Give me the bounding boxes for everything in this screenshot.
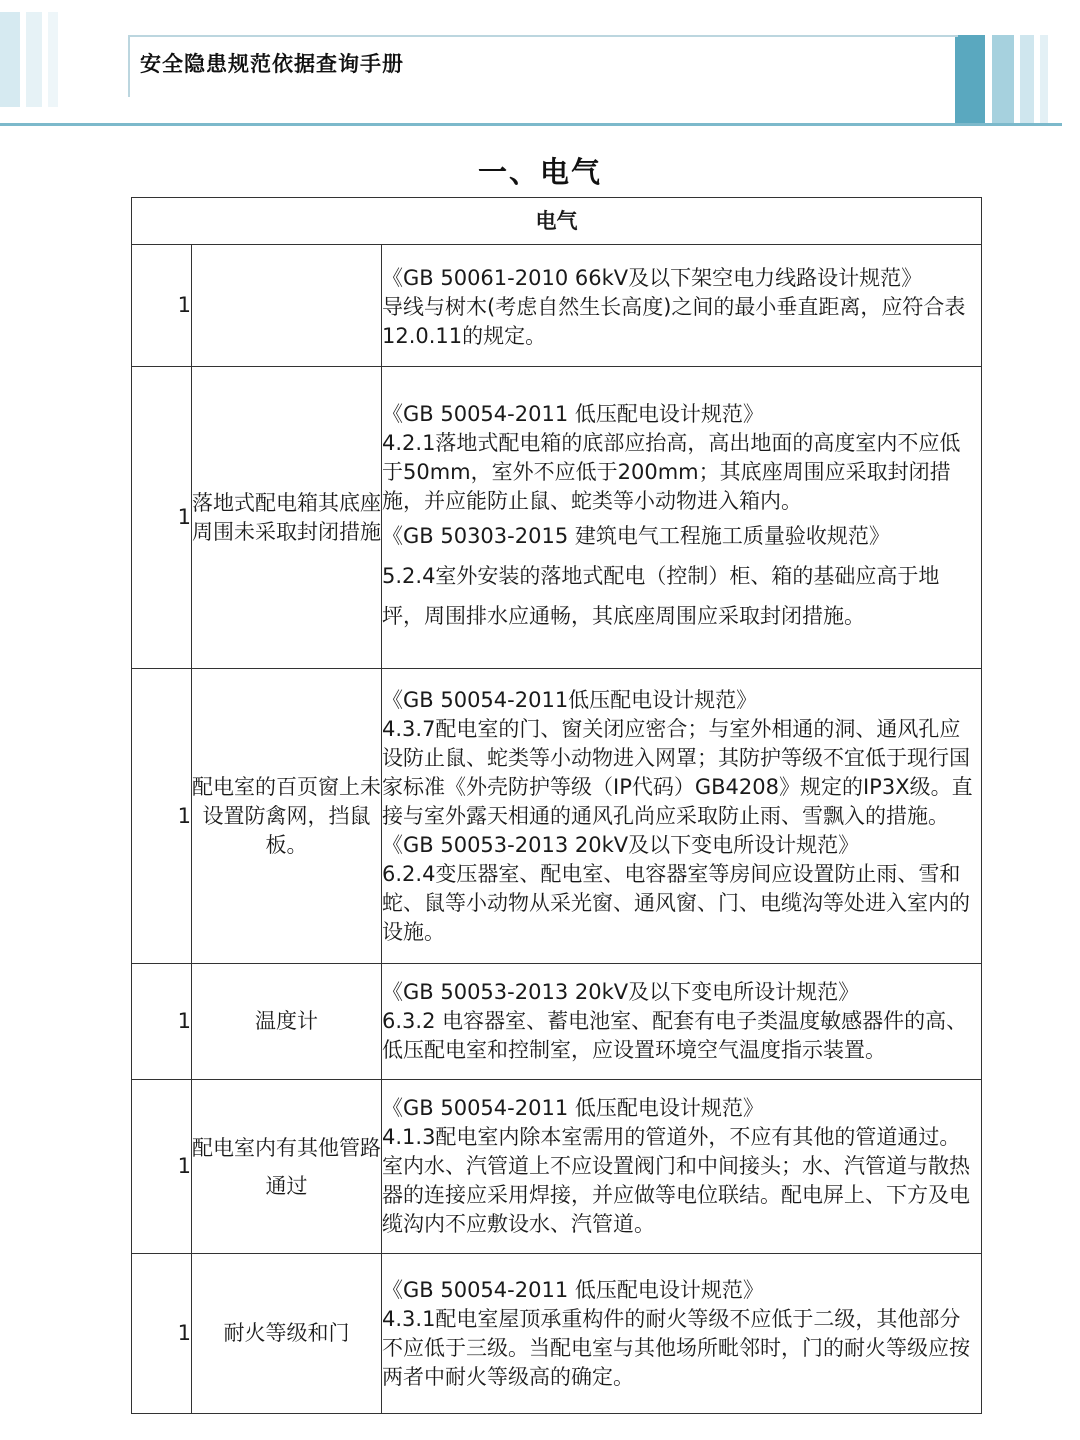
header-stripe-decoration: [0, 12, 20, 107]
regulation-clause: 4.3.7配电室的门、窗关闭应密合；与室外相通的洞、通风孔应设防止鼠、蛇类等小动物进入网罩；其防护等级不宜低于现行国家标准《外壳防护等级（IP代码）GB4208》规定的IP3X级。直接与室外露天相通的通风孔尚应采取防止雨、雪飘入的措施。: [382, 716, 973, 828]
hazard-item: 配电室内有其他管路通过: [192, 1080, 382, 1254]
table-row: [132, 964, 982, 1080]
row-number: 1: [132, 367, 192, 669]
header-stripe-decoration: [1020, 35, 1034, 123]
row-number: 1: [132, 245, 192, 367]
hazard-item: 配电室的百页窗上未设置防禽网，挡鼠板。: [192, 669, 382, 964]
table-section-row: [132, 198, 982, 245]
row-number: 1: [132, 669, 192, 964]
regulation-clause: 6.2.4变压器室、配电室、电容器室等房间应设置防止雨、雪和蛇、鼠等小动物从采光窗、通风窗、门、电缆沟等处进入室内的设施。: [382, 861, 970, 944]
regulation-title: 《GB 50054-2011 低压配电设计规范》: [382, 1096, 764, 1120]
table-row: [132, 1080, 982, 1254]
table-row: [132, 245, 982, 367]
page-header: [0, 0, 1080, 130]
regulation-basis: [382, 1254, 982, 1414]
header-title: 安全隐患规范依据查询手册: [140, 52, 404, 76]
regulation-table: [131, 197, 982, 1414]
hazard-item: 落地式配电箱其底座周围未采取封闭措施: [192, 367, 382, 669]
regulation-clause: 4.3.1配电室屋顶承重构件的耐火等级不应低于二级，其他部分不应低于三级。当配电室与其他场所毗邻时，门的耐火等级应按两者中耐火等级高的确定。: [382, 1306, 970, 1389]
regulation-basis: [382, 669, 982, 964]
regulation-basis: [382, 367, 982, 669]
regulation-basis: [382, 245, 982, 367]
regulation-title: 《GB 50054-2011低压配电设计规范》: [382, 687, 758, 712]
regulation-title: 《GB 50053-2013 20kV及以下变电所设计规范》: [382, 980, 860, 1004]
regulation-clause: 导线与树木(考虑自然生长高度)之间的最小垂直距离，应符合表12.0.11的规定。: [382, 295, 966, 348]
regulation-basis: [382, 964, 982, 1080]
table-row: [132, 669, 982, 964]
regulation-clause: 5.2.4室外安装的落地式配电（控制）柜、箱的基础应高于地坪，周围排水应通畅，其底座周围应采取封闭措施。: [382, 563, 940, 628]
regulation-title: 《GB 50303-2015 建筑电气工程施工质量验收规范》: [382, 523, 890, 548]
header-stripe-decoration: [992, 35, 1014, 123]
regulation-clause: 4.2.1落地式配电箱的底部应抬高，高出地面的高度室内不应低于50mm，室外不应低于200mm；其底座周围应采取封闭措施，并应能防止鼠、蛇类等小动物进入箱内。: [382, 430, 961, 513]
header-stripe-decoration: [955, 35, 985, 123]
header-stripe-decoration: [1040, 35, 1048, 123]
table-section-header: 电气: [132, 198, 982, 245]
regulation-basis: [382, 1080, 982, 1254]
row-number: 1: [132, 964, 192, 1080]
header-stripe-decoration: [26, 12, 42, 107]
hazard-item: 温度计: [192, 964, 382, 1080]
regulation-clause: 6.3.2 电容器室、蓄电池室、配套有电子类温度敏感器件的高、低压配电室和控制室，应设置环境空气温度指示装置。: [382, 1009, 968, 1062]
regulation-title: 《GB 50054-2011 低压配电设计规范》: [382, 401, 764, 426]
header-stripe-decoration: [48, 12, 58, 107]
header-divider: [0, 123, 1062, 126]
regulation-clause: 4.1.3配电室内除本室需用的管道外，不应有其他的管道通过。室内水、汽管道上不应设置阀门和中间接头；水、汽管道与散热器的连接应采用焊接，并应做等电位联结。配电屏上、下方及电缆沟内不应敷设水、汽管道。: [382, 1125, 970, 1236]
hazard-item: [192, 245, 382, 367]
hazard-item: 耐火等级和门: [192, 1254, 382, 1414]
table-row: [132, 367, 982, 669]
regulation-title: 《GB 50053-2013 20kV及以下变电所设计规范》: [382, 832, 860, 857]
row-number: 1: [132, 1254, 192, 1414]
regulation-title: 《GB 50054-2011 低压配电设计规范》: [382, 1277, 764, 1302]
regulation-title: 《GB 50061-2010 66kV及以下架空电力线路设计规范》: [382, 266, 923, 290]
table-row: [132, 1254, 982, 1414]
row-number: 1: [132, 1080, 192, 1254]
page-title: 一、电气: [477, 155, 602, 189]
